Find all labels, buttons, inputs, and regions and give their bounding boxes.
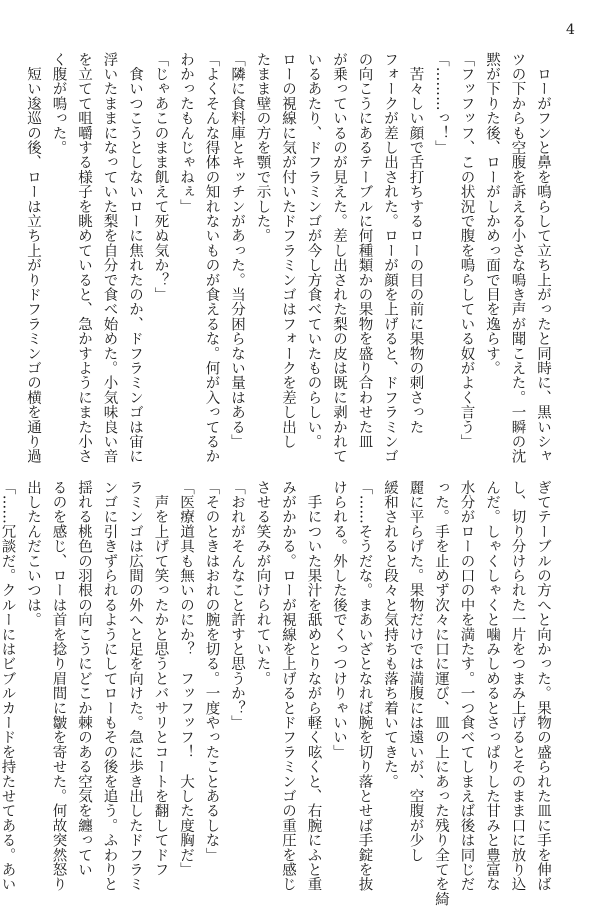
page-number: 4: [566, 22, 575, 38]
text-line: 「よくそんな得体の知れないものが食えるな。何が入ってるか: [203, 52, 220, 464]
text-line: 出したんだこいつは。: [25, 480, 41, 627]
text-line: フォークが差し出された。ローが顔を上げると、ドフラミンゴ: [382, 52, 398, 464]
text-line: んだ。しゃくしゃくと噛みしめるとさっぱりした甘みと豊富な: [484, 480, 500, 892]
text-block-bottom: [0, 480, 555, 906]
text-line: 「おれがそんなこと許すと思うか？」: [229, 480, 245, 730]
text-line: 「そのときはおれの腕を切る。一度やったことあるしな」: [203, 480, 220, 863]
text-line: 「医療道具も無いのにか？ フッフッフ！ 大した度胸だ」: [178, 480, 194, 877]
text-line: させる笑みが向けられていた。: [254, 480, 271, 686]
text-line: 水分がローの口の中を満たす。一つ食べてしまえば後は同じだ: [458, 480, 475, 892]
text-line: 短い逡巡の後、ローは立ち上がりドフラミンゴの横を通り過: [25, 52, 41, 464]
text-line: の向こうにあるテーブルに何種類かの果物を盛り合わせた皿: [356, 52, 373, 449]
text-line: った。手を止めず次々に口に運び、皿の上にあった残り全てを綺: [433, 480, 449, 906]
text-line: 「じゃあこのまま飢えて死ぬ気か？」: [152, 52, 169, 302]
text-line: 苦々しい顔で舌打ちするローの目の前に果物の刺さった: [407, 52, 424, 435]
text-line: けられる。外した後でくっつけりゃいい」: [331, 480, 347, 760]
text-line: 緩和されると段々と気持ちも落ち着いてきた。: [382, 480, 398, 789]
text-line: 「フッフッフ、この状況で腹を鳴らしている奴がよく言う」: [458, 52, 475, 449]
text-line: 麗に平らげた。果物だけでは満腹には遠いが、空腹が少し: [407, 480, 424, 863]
text-line: 黙が下りた後、ローがしかめっ面で目を逸らす。: [484, 52, 500, 376]
text-line: 「……冗談だ。クルーにはビブルカードを持たせてある。あい: [0, 480, 16, 892]
text-line: 揺れる桃色の羽根の向こうにどこか棘のある空気を纏ってい: [76, 480, 92, 877]
text-line: ぎてテーブルの方へと向かった。果物の盛られた皿に手を伸ば: [535, 480, 551, 892]
text-line: を立てて咀嚼する様子を眺めていると、急かすようにまた小さ: [76, 52, 92, 464]
text-line: ツの下からも空腹を訴える小さな鳴き声が聞こえた。一瞬の沈: [509, 52, 526, 464]
text-line: く腹が鳴った。: [50, 52, 67, 155]
text-line: ローがフンと鼻を鳴らして立ち上がったと同時に、黒いシャ: [535, 52, 551, 464]
text-line: わかったもんじゃねぇ」: [178, 52, 194, 214]
text-line: みがかかる。ローが視線を上げるとドフラミンゴの重圧を感じ: [280, 480, 296, 892]
text-line: 手についた果汁を舐めとりながら軽く呟くと、右腕にふと重: [305, 480, 322, 892]
text-line: いるあたり、ドフラミンゴが今し方食べていたものらしい。: [305, 52, 322, 449]
text-line: し、切り分けられた一片をつまみ上げるとそのまま口に放り込: [509, 480, 526, 892]
text-block-top: [20, 52, 556, 464]
text-line: ラミンゴは広間の外へと足を向けた。急に歩き出したドフラミ: [127, 480, 143, 892]
text-line: ローの視線に気が付いたドフラミンゴはフォークを差し出し: [280, 52, 296, 449]
text-line: が乗っているのが見えた。差し出された梨の皮は既に剥かれて: [331, 52, 347, 464]
text-line: ンゴに引きずられるようにしてローもその後を追う。ふわりと: [101, 480, 118, 892]
text-line: 浮いたままになっていた梨を自分で食べ始めた。小気味良い音: [101, 52, 118, 464]
text-line: たまま壁の方を顎で示した。: [254, 52, 271, 244]
text-line: 「隣に食料庫とキッチンがあった。当分困らない量はある」: [229, 52, 245, 449]
text-line: るのを感じ、ローは首を捻り眉間に皺を寄せた。何故突然怒り: [50, 480, 67, 892]
text-line: 食いつこうとしないローに焦れたのか、ドフラミンゴは宙に: [127, 52, 143, 464]
text-line: 「………っ！」: [433, 52, 449, 155]
text-line: 声を上げて笑ったかと思うとバサリとコートを翻してドフ: [152, 480, 169, 877]
text-line: 「……そうだな。まあいざとなれば腕を切り落とせば手錠を抜: [356, 480, 373, 892]
